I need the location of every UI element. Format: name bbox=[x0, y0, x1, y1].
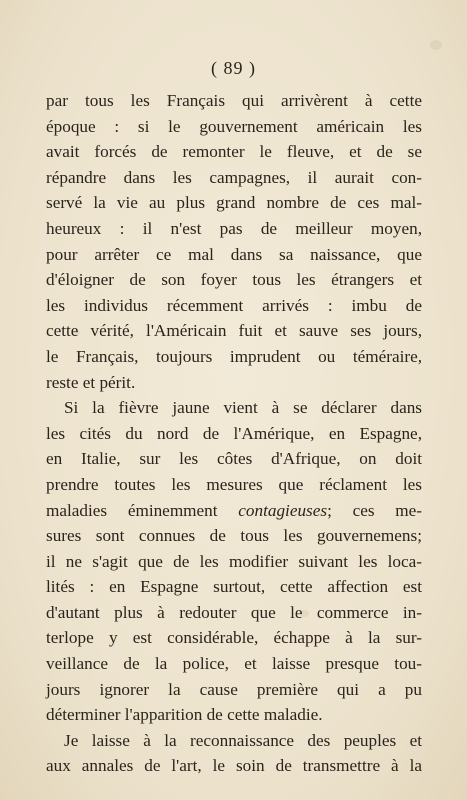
text-segment: ; ces me- bbox=[327, 500, 422, 520]
text-line: répandre dans les campagnes, il aurait con- bbox=[46, 167, 422, 187]
text-line: reste et périt. bbox=[46, 372, 136, 392]
text-line: prendre toutes les mesures que réclament les bbox=[46, 474, 422, 494]
paper-stain bbox=[430, 40, 442, 50]
text-line: Je laisse à la reconnaissance des peuples et bbox=[64, 730, 422, 750]
body-text bbox=[46, 88, 422, 779]
text-line: les individus récemment arrivés : imbu de bbox=[46, 295, 422, 315]
text-line: jours ignorer la cause première qui a pu bbox=[46, 679, 422, 699]
text-line: Si la fièvre jaune vient à se déclarer dans bbox=[64, 398, 422, 418]
text-line: heureux : il n'est pas de meilleur moyen, bbox=[46, 218, 422, 238]
text-line: aux annales de l'art, le soin de transmettre à la bbox=[46, 756, 422, 776]
text-line: le Français, toujours imprudent ou téméraire, bbox=[46, 346, 422, 366]
text-line: veillance de la police, et laisse presque tou- bbox=[46, 654, 422, 674]
text-segment: maladies éminemment bbox=[46, 500, 239, 520]
italic-word: contagieuses bbox=[238, 500, 328, 520]
text-line: en Italie, sur les côtes d'Afrique, on doit bbox=[46, 449, 422, 469]
text-line: d'éloigner de son foyer tous les étrangers et bbox=[46, 270, 422, 290]
text-line: cette vérité, l'Américain fuit et sauve ses jours, bbox=[46, 321, 422, 341]
text-line: époque : si le gouvernement américain les bbox=[46, 116, 422, 136]
text-line-with-italic bbox=[46, 498, 422, 524]
page-number: ( 89 ) bbox=[211, 58, 256, 78]
text-line: par tous les Français qui arrivèrent à cette bbox=[46, 91, 422, 110]
text-line: lités : en Espagne surtout, cette affection est bbox=[46, 577, 422, 597]
text-line: terlope y est considérable, échappe à la sur- bbox=[46, 628, 422, 648]
text-line: les cités du nord de l'Amérique, en Espagne, bbox=[46, 423, 422, 443]
text-line: il ne s'agit que de les modifier suivant les loca- bbox=[46, 551, 422, 571]
text-line: avait forcés de remonter le fleuve, et de se bbox=[46, 142, 422, 162]
text-line: déterminer l'apparition de cette maladie. bbox=[46, 705, 323, 725]
text-line: sures sont connues de tous les gouvernemens; bbox=[46, 526, 422, 546]
text-line: pour arrêter ce mal dans sa naissance, que bbox=[46, 244, 422, 264]
text-line: servé la vie au plus grand nombre de ces mal- bbox=[46, 193, 422, 213]
text-line: d'autant plus à redouter que le commerce in- bbox=[46, 602, 422, 622]
